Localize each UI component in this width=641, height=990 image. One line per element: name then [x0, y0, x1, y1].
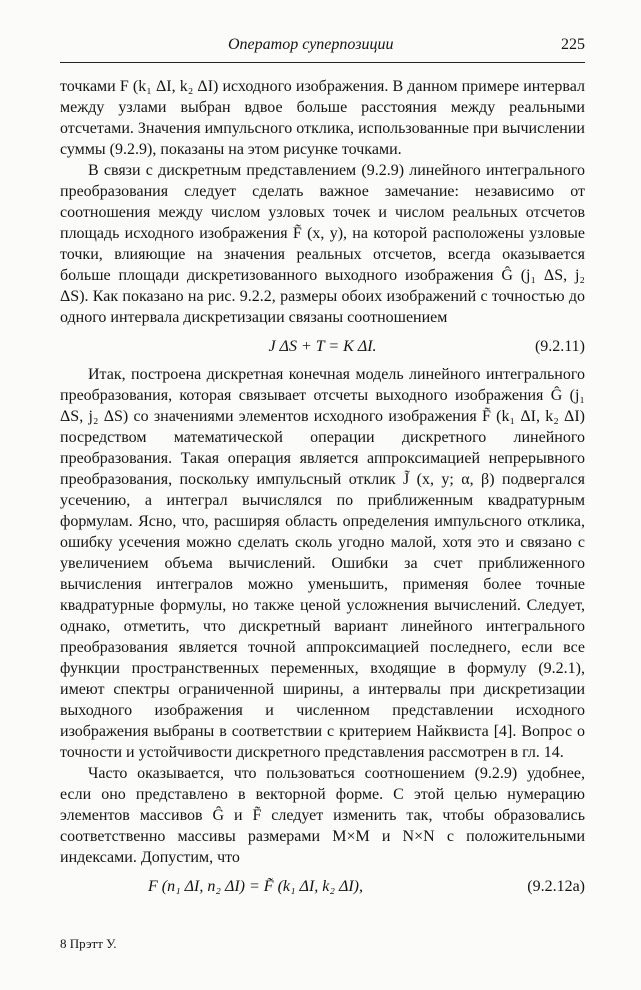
paragraph-4: Часто оказывается, что пользоваться соотношением (9.2.9) удобнее, если оно представлено в векторной форме. С этой целью нумерацию элементов массивов Ĝ и F̃ следует изменить так, чтобы образовались соответственно массивы размерами M×M и N×N с положительными индексами. Допустим, что [60, 765, 585, 866]
page-number: 225 [561, 36, 585, 53]
equation-9-2-11 [60, 330, 585, 362]
equation-number: (9.2.12a) [527, 878, 585, 895]
equation-number: (9.2.11) [534, 338, 585, 355]
equation-9-2-12a [60, 870, 585, 902]
header-rule [60, 62, 585, 63]
body-text [60, 76, 585, 904]
equation-body: J ΔS + T = K ΔI. [268, 338, 377, 355]
paragraph-3: Итак, построена дискретная конечная модель линейного интегрального преобразования, которая связывает отсчеты выходного изображения Ĝ (j₁ ΔS, j₂ ΔS) со значениями элементов исходного изображения F̃ (k₁ ΔI, k₂ ΔI) посредством математической операции дискретного линейного преобразования. Такая операция является аппроксимацией непрерывного преобразования, поскольку импульсный отклик J̃ (x, y; α, β) подвергался усечению, а интеграл вычислялся по приближенным квадратурным формулам. Ясно, что, расширяя область определения импульсного отклика, ошибку усечения можно сделать сколь угодно малой, хотя это и связано с увеличением объема вычислений. Ошибки за счет приближенного вычисления интегралов можно уменьшить, применяя более точные квадратурные формулы, но также ценой усложнения вычислений. Следует, однако, отметить, что дискретный вариант линейного интегрального преобразования является точной аппроксимацией последнего, если все функции пространственных переменных, входящие в формулу (9.2.1), имеют спектры ограниченной ширины, а интервалы при дискретизации выходного изображения и численном представлении исходного изображения выбраны в соответствии с критерием Найквиста [4]. Вопрос о точности и устойчивости дискретного представления рассмотрен в гл. 14. [60, 366, 585, 761]
signature-mark: 8 Прэтт У. [60, 936, 117, 951]
running-title: Оператор суперпозиции [228, 36, 394, 53]
paragraph-1: точками F (k₁ ΔI, k₂ ΔI) исходного изображения. В данном примере интервал между узлами выбран вдвое больше расстояния между реальными отсчетами. Значения импульсного отклика, использованные при вычислении суммы (9.2.9), показаны на этом рисунке точками. [60, 78, 585, 158]
paragraph-2: В связи с дискретным представлением (9.2.9) линейного интегрального преобразования следует сделать важное замечание: независимо от соотношения между числом узловых точек и числом реальных отсчетов площадь исходного изображения F̃ (x, y), на которой расположены узловые точки, влияющие на значения реальных отсчетов, всегда оказывается больше площади дискретизованного выходного изображения Ĝ (j₁ ΔS, j₂ ΔS). Как показано на рис. 9.2.2, размеры обоих изображений с точностью до одного интервала дискретизации связаны соотношением [60, 162, 585, 326]
equation-body: F (n₁ ΔI, n₂ ΔI) = F̃ (k₁ ΔI, k₂ ΔI), [148, 878, 363, 895]
